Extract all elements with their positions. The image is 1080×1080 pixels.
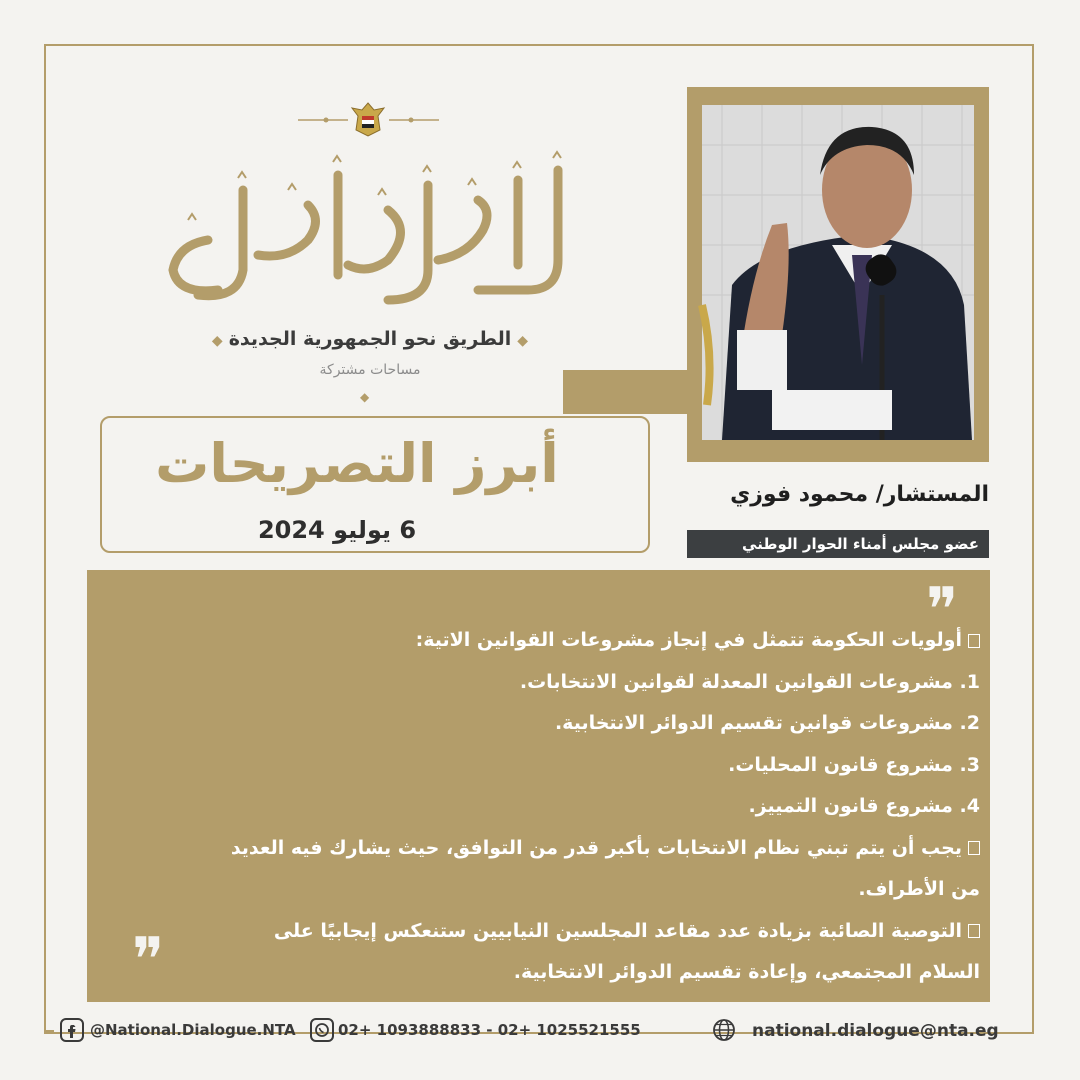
logo-text: الحوار الوطني bbox=[148, 135, 242, 154]
footer-facebook[interactable]: @National.Dialogue.NTA bbox=[90, 1021, 296, 1039]
egypt-eagle-icon bbox=[296, 100, 441, 138]
statement-line: يجب أن يتم تبني نظام الانتخابات بأكبر قدر من التوافق، حيث يشارك فيه العديد bbox=[100, 828, 980, 870]
whatsapp-icon[interactable] bbox=[310, 1018, 334, 1042]
gold-accent-bar bbox=[563, 370, 703, 414]
statement-line: من الأطراف. bbox=[858, 878, 980, 900]
subtagline: مساحات مشتركة bbox=[319, 362, 421, 378]
footer-email[interactable]: national.dialogue@nta.eg bbox=[752, 1021, 999, 1041]
statement-line: التوصية الصائبة بزيادة عدد مقاعد المجلسين النيابيين ستنعكس إيجابيًا على bbox=[100, 911, 980, 953]
statement-line: 4. مشروع قانون التمييز. bbox=[748, 795, 980, 817]
divider-diamond: ◆ bbox=[360, 390, 370, 404]
globe-icon[interactable] bbox=[712, 1018, 736, 1042]
headline-date: 6 يوليو 2024 bbox=[257, 516, 417, 544]
quote-open-icon: ❞ bbox=[926, 575, 959, 645]
footer bbox=[60, 1016, 1020, 1048]
headline-title: أبرز التصريحات bbox=[155, 432, 559, 495]
statement-line: 1. مشروعات القوانين المعدلة لقوانين الانتخابات. bbox=[519, 670, 980, 693]
speaker-photo bbox=[702, 105, 974, 440]
logo-calligraphy bbox=[148, 135, 588, 320]
footer-phones[interactable]: 02+ 1093888833 - 02+ 1025521555 bbox=[338, 1021, 641, 1039]
statement-line: أولويات الحكومة تتمثل في إنجاز مشروعات القوانين الاتية: bbox=[100, 620, 980, 662]
speaker-photo-frame bbox=[687, 87, 989, 462]
tagline: ◆الطريق نحو الجمهورية الجديدة◆ bbox=[211, 328, 529, 350]
statement-line: السلام المجتمعي، وإعادة تقسيم الدوائر الانتخابية. bbox=[513, 961, 980, 983]
bullet-box-icon bbox=[968, 634, 980, 648]
speaker-role: عضو مجلس أمناء الحوار الوطني bbox=[687, 530, 989, 558]
statement-line: 2. مشروعات قوانين تقسيم الدوائر الانتخابية. bbox=[554, 712, 980, 734]
footer-rule bbox=[44, 1030, 54, 1032]
statement-line: 3. مشروع قانون المحليات. bbox=[728, 753, 980, 776]
headline-box bbox=[100, 416, 650, 553]
statements-list bbox=[100, 620, 980, 994]
facebook-icon[interactable] bbox=[60, 1018, 84, 1042]
speaker-name: المستشار/ محمود فوزي bbox=[730, 482, 989, 507]
bullet-box-icon bbox=[968, 841, 980, 855]
quote-close-icon: ❞ bbox=[132, 925, 165, 995]
tagline-text: الطريق نحو الجمهورية الجديدة bbox=[228, 328, 512, 350]
bullet-box-icon bbox=[968, 924, 980, 938]
